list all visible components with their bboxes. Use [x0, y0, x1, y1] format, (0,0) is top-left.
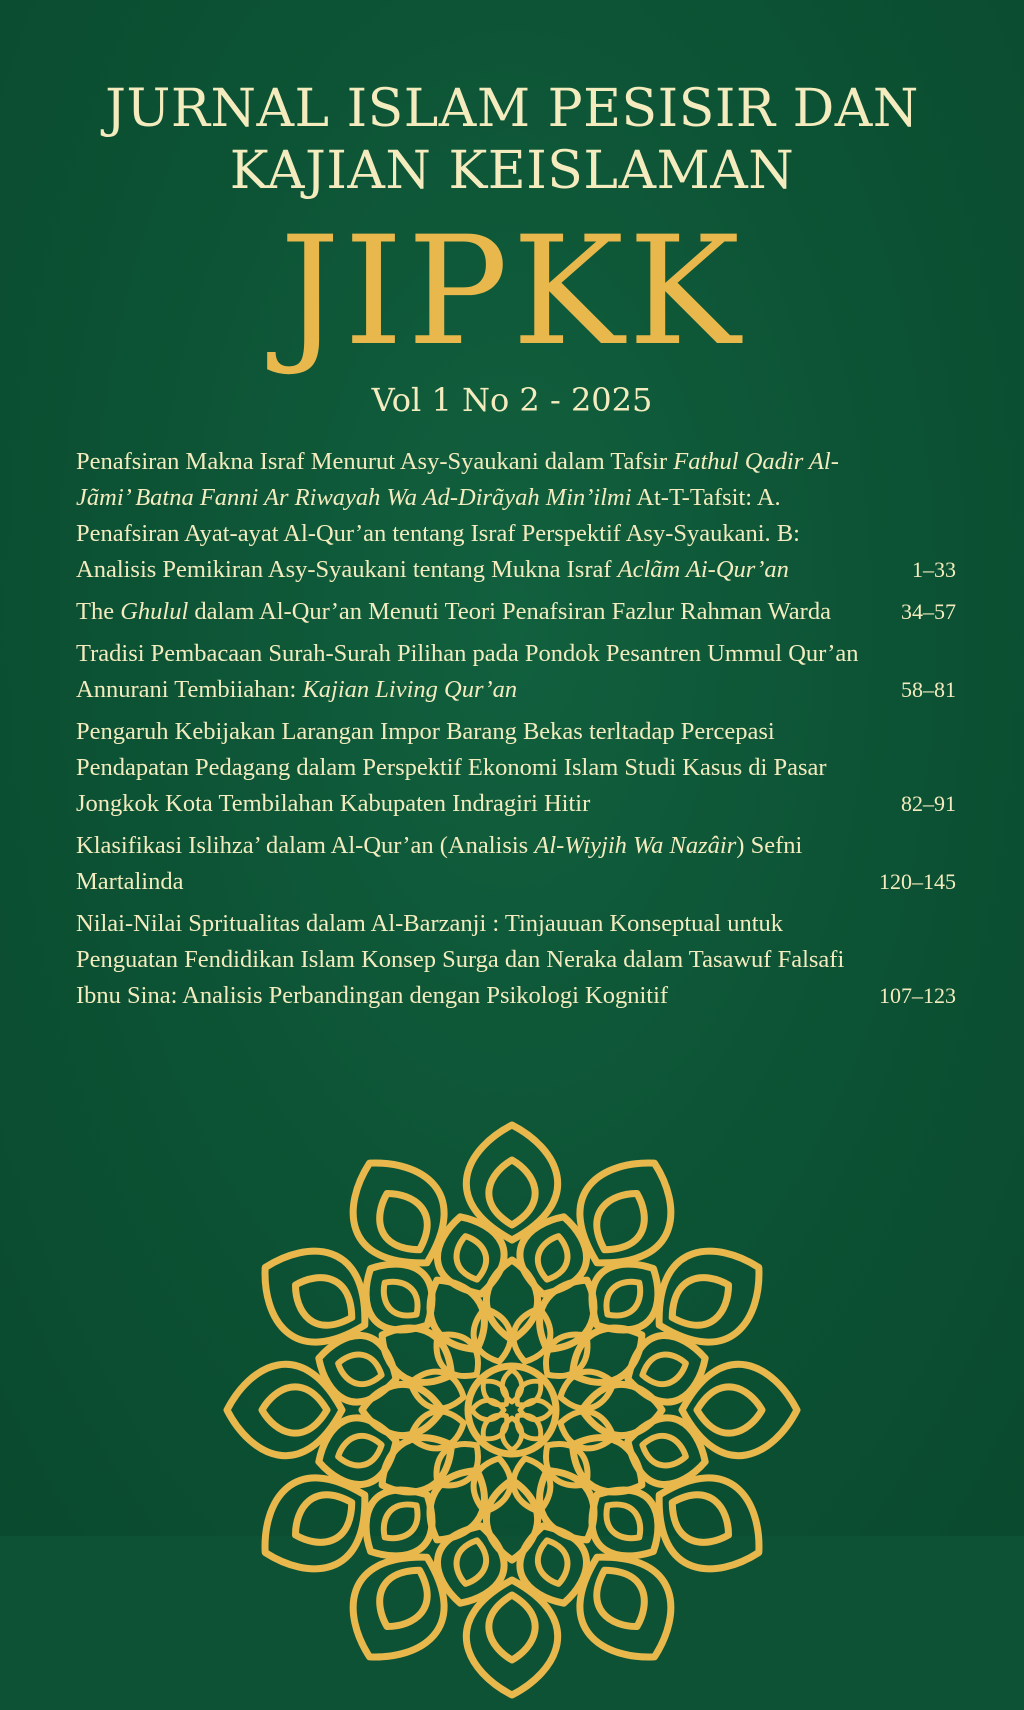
- mandala-petal: [477, 1409, 513, 1445]
- mandala-petal: [486, 1260, 537, 1340]
- article-pages: 82–91: [901, 791, 956, 816]
- mandala-petal: [661, 1482, 740, 1555]
- mandala-petal: [374, 1272, 426, 1324]
- article-title-part: ) Sefni Martalinda: [76, 832, 803, 895]
- mandala-petal: [639, 1349, 690, 1389]
- mandala-petal: [533, 1232, 573, 1283]
- article-title: [76, 828, 866, 900]
- article-title-part: Aclãm Ai-Qur’an: [617, 556, 789, 583]
- article-title: [76, 636, 866, 708]
- mandala-petal: [374, 1495, 426, 1547]
- mandala-petal: [584, 1559, 657, 1638]
- article-pages: 107–123: [879, 983, 956, 1008]
- journal-title-line-1: JURNAL ISLAM PESISIR DAN: [105, 79, 919, 139]
- mandala-petal: [367, 1182, 440, 1261]
- toc-entry: [76, 636, 956, 708]
- toc-entry: [76, 828, 956, 900]
- article-title-part: Tradisi Pembacaan Surah-Surah Pilihan pada Pondok Pesantren Ummul Qur’an Annurani Tembiiahan:: [76, 640, 859, 703]
- mandala-petal: [262, 1387, 327, 1433]
- article-title-part: Al-Wiyjih Wa Nazâir: [534, 832, 737, 859]
- journal-title-line-2: KAJIAN KEISLAMAN: [229, 141, 795, 201]
- mandala-petal: [451, 1537, 491, 1588]
- mandala-petal: [451, 1232, 491, 1283]
- article-title-part: Nilai-Nilai Spritualitas dalam Al-Barzanji : Tinjauuan Konseptual untuk Penguatan Fendidikan Islam Konsep Surga dan Neraka dalam Tasawuf Falsafi Ibnu Sina: Analisis Perbandingan dengan Psikologi Kognitif: [76, 910, 845, 1009]
- mandala-petal: [284, 1482, 363, 1555]
- article-title-part: The: [76, 598, 121, 625]
- article-title: [76, 594, 866, 630]
- article-pages: 58–81: [901, 677, 956, 702]
- article-title: [76, 714, 866, 822]
- article-title-part: Klasifikasi Islihza’ dalam Al-Qur’an (Analisis: [76, 832, 535, 859]
- mandala-petal: [334, 1349, 385, 1389]
- article-title: [76, 444, 866, 588]
- mandala-petal: [582, 1384, 662, 1435]
- table-of-contents: [76, 444, 956, 1020]
- article-pages: 34–57: [901, 599, 956, 624]
- toc-entry: [76, 444, 956, 588]
- article-title-part: Kajian Living Qur’an: [302, 676, 518, 703]
- article-title-part: dalam Al-Qur’an Menuti Teori Penafsiran Fazlur Rahman Warda: [188, 598, 831, 625]
- mandala-petal: [511, 1409, 547, 1445]
- mandala-petal: [597, 1272, 649, 1324]
- mandala-petal: [639, 1431, 690, 1471]
- mandala-petal: [584, 1182, 657, 1261]
- issue-label: Vol 1 No 2 - 2025: [371, 381, 653, 419]
- article-pages: 120–145: [879, 869, 956, 894]
- mandala-petal: [489, 1160, 535, 1225]
- article-title: [76, 906, 866, 1014]
- article-title-part: Ghulul: [120, 598, 189, 625]
- article-title-part: Fathul Qadir Al-Jãmi’ Batna Fanni Ar Riwayah Wa Ad-Dirãyah Min’ilmi: [76, 448, 839, 511]
- mandala-petal: [362, 1384, 442, 1435]
- mandala-petal: [486, 1480, 537, 1560]
- mandala-petal: [367, 1559, 440, 1638]
- article-title-part: Pengaruh Kebijakan Larangan Impor Barang Bekas terltadap Percepasi Pendapatan Pedagang dalam Perspektif Ekonomi Islam Studi Kasus di Pasar Jongkok Kota Tembilahan Kabupaten Indragiri Hitir: [76, 718, 827, 817]
- toc-entry: [76, 714, 956, 822]
- mandala-petal: [511, 1375, 547, 1411]
- mandala-petal: [334, 1431, 385, 1471]
- toc-entry: [76, 906, 956, 1014]
- mandala-petal: [477, 1375, 513, 1411]
- mandala-petal: [284, 1265, 363, 1338]
- article-pages: 1–33: [912, 557, 956, 582]
- article-title-part: At-T-Tafsit: A. Penafsiran Ayat-ayat Al-Qur’an tentang Israf Perspektif Asy-Syaukani. B: Analisis Pemikiran Asy-Syaukani tentang Mukna Israf: [76, 484, 800, 583]
- mandala-petal: [597, 1495, 649, 1547]
- mandala-center-ring: [468, 1366, 556, 1454]
- article-title-part: Penafsiran Makna Israf Menurut Asy-Syaukani dalam Tafsir: [76, 448, 674, 475]
- journal-title: [0, 78, 1024, 202]
- mandala-petal: [533, 1537, 573, 1588]
- mandala-petal: [697, 1387, 762, 1433]
- toc-entry: [76, 594, 956, 630]
- mandala-ornament: [212, 1110, 812, 1710]
- mandala-petal: [489, 1595, 535, 1660]
- mandala-petal: [661, 1265, 740, 1338]
- journal-abbreviation: JIPKK: [279, 205, 745, 379]
